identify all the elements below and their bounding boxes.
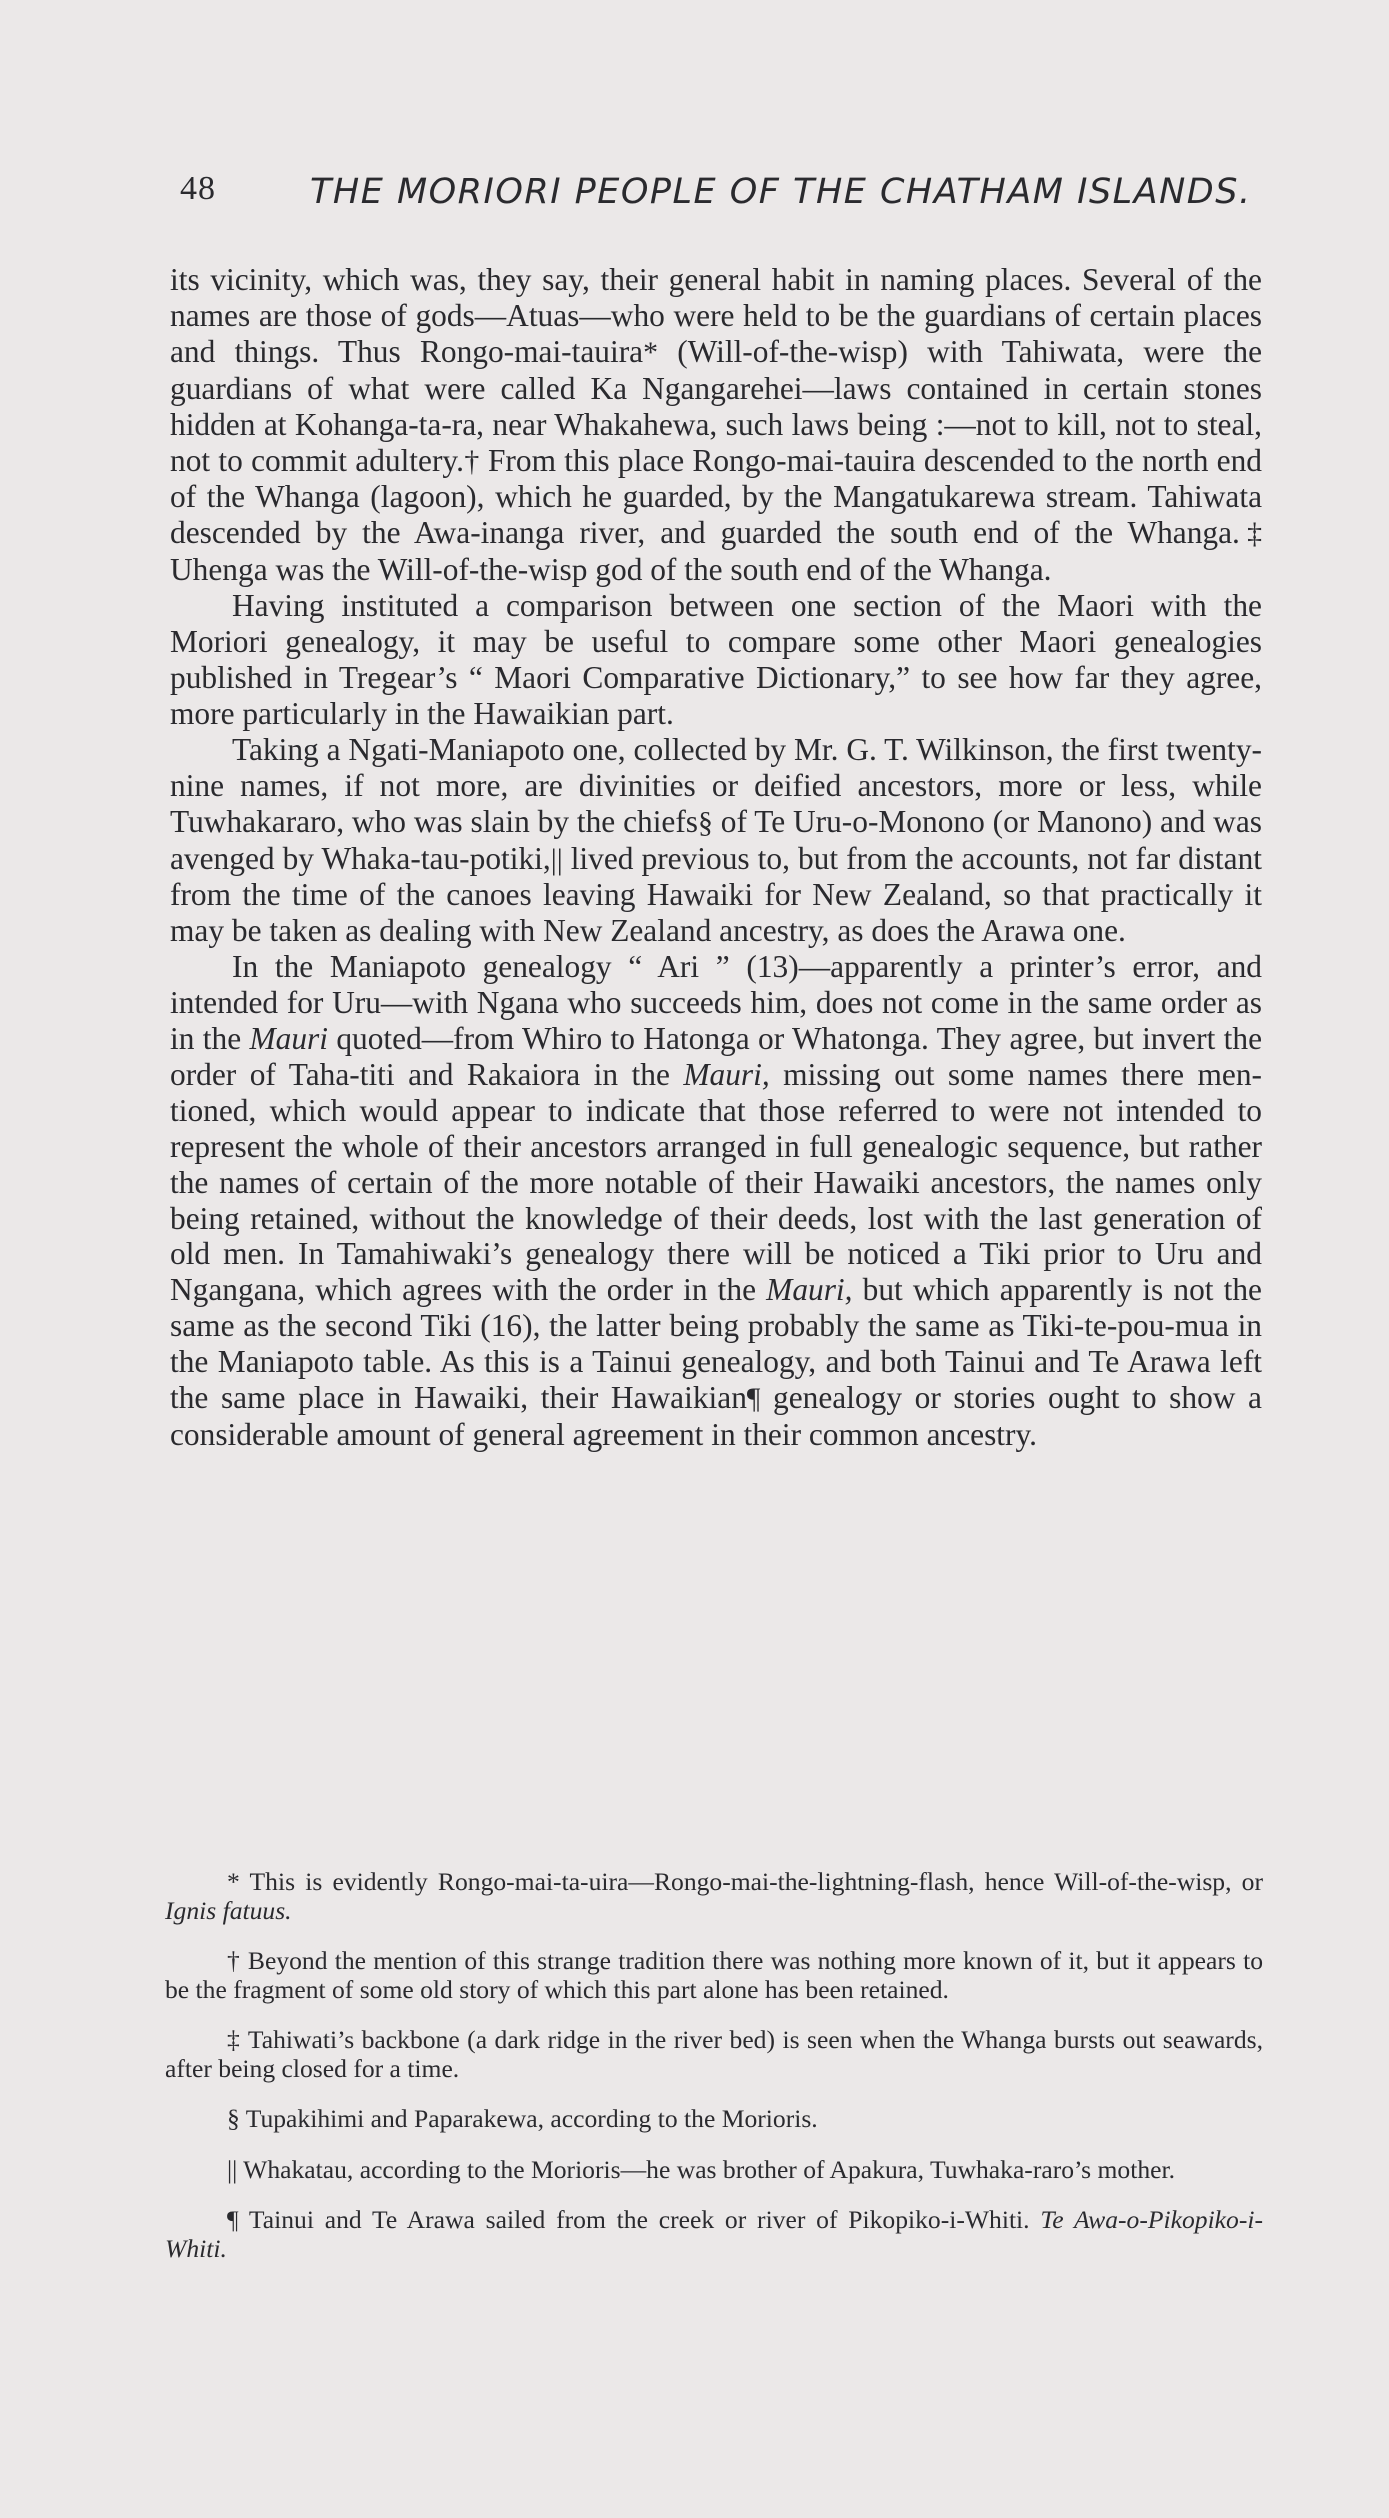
page-number: 48 (180, 170, 216, 207)
footnote-marker-pilcrow: ¶ (746, 1382, 761, 1416)
footnote-4: § Tupakihimi and Paparakewa, according to the Morioris. (227, 2104, 818, 2133)
paragraph-4: In the Maniapoto genealogy “ Ari ” (13)—apparently a printer’s error, and intended for Uru—with Ngana who succeeds him, does not come in the same order as in the Mauri quoted—from Whiro to Hatonga or Whatonga. They agree, but invert the order of Taha-titi and Rakaiora in the Mauri, missing out some names there men-tioned, which would appear to indicate that those referred to were not intended to represent the whole of their ancestors arranged in full genealogic sequence, but rather the names of certain of the more notable of their Hawaiki ancestors, the names only being retained, without the knowledge of their deeds, lost with the last generation of old men. In Tamahiwaki’s genealogy there will be noticed a Tiki prior to Uru and Ngangana, which agrees with the order in the Mauri, but which apparently is not the same as the second Tiki (16), the latter being probably the same as Tiki-te-pou-mua in the Maniapoto table. As this is a Tainui genealogy, and both Tainui and Te Arawa left the same place in Hawaiki, their Hawaikian¶ genealogy or stories ought to show a considerable amount of general agreement in their common ancestry. (170, 949, 1263, 1452)
footnote-marker-parallel: || (550, 842, 563, 876)
body-text (170, 262, 1262, 1453)
footnote-3: ‡ Tahiwati’s backbone (a dark ridge in the river bed) is seen when the Whanga bursts out seawards, after being closed for a time. (165, 2025, 1263, 2083)
footnote-2: † Beyond the mention of this strange tradition there was nothing more known of it, but it appears to be the fragment of some old story of which this part alone has been retained. (165, 1946, 1263, 2004)
paragraph-3: Taking a Ngati-Maniapoto one, collected by Mr. G. T. Wilkinson, the first twenty-nine names, if not more, are divinities or deified ancestors, more or less, while Tuwhakararo, who was slain by the chiefs§ of Te Uru-o-Monono (or Manono) and was avenged by Whaka-tau-potiki,|| lived previous to, but from the accounts, not far distant from the time of the canoes leaving Hawaiki for New Zealand, so that practically it may be taken as dealing with New Zealand ancestry, as does the Arawa one. (170, 731, 1262, 949)
footnote-marker-double-dagger: ‡ (1239, 517, 1262, 551)
footnote-marker-dagger: † (463, 444, 480, 478)
footnote-5: || Whakatau, according to the Morioris—he was brother of Apakura, Tuwhaka-raro’s mother. (227, 2154, 1175, 2184)
page-header (180, 170, 1260, 230)
footnote-marker-asterisk: * (643, 335, 659, 369)
italic-mauri: Mauri, (766, 1272, 853, 1308)
footnote-1: * This is evidently Rongo-mai-ta-uira—Rongo-mai-the-lightning-flash, hence Will-of-the-wisp, or Ignis fatuus. (165, 1867, 1263, 1925)
italic-mauri: Mauri, (683, 1056, 770, 1092)
footnotes (165, 1868, 1263, 2285)
italic-ignis-fatuus: Ignis fatuus. (165, 1895, 292, 1925)
footnote-marker-section: § (698, 805, 713, 839)
footnote-6: ¶ Tainui and Te Arawa sailed from the creek or river of Pikopiko-i-Whiti. Te Awa-o-Pikopiko-i-Whiti. (165, 2205, 1263, 2263)
running-title: THE MORIORI PEOPLE OF THE CHATHAM ISLANDS. (310, 172, 1252, 212)
paragraph-1: its vicinity, which was, they say, their general habit in naming places. Several of the names are those of gods—Atuas—who were held to be the guardians of certain places and things. Thus Rongo-mai-tauira* (Will-of-the-wisp) with Tahiwata, were the guardians of what were called Ka Ngangarehei—laws contained in certain stones hidden at Kohanga-ta-ra, near Whakahewa, such laws being :—not to kill, not to steal, not to commit adultery.† From this place Rongo-mai-tauira descended to the north end of the Whanga (lagoon), which he guarded, by the Mangatukarewa stream. Tahiwata descended by the Awa-inanga river, and guarded the south end of the Whanga.‡ Uhenga was the Will-of-the-wisp god of the south end of the Whanga. (170, 262, 1263, 588)
italic-mauri: Mauri (249, 1021, 328, 1057)
paragraph-2: Having instituted a comparison between one section of the Maori with the Moriori genealogy, it may be useful to compare some other Maori genealogies published in Tregear’s “ Maori Comparative Dictionary,” to see how far they agree, more particularly in the Hawaikian part. (170, 588, 1262, 731)
italic-te-awa: Te Awa-o-Pikopiko-i-Whiti. (165, 2205, 1263, 2263)
